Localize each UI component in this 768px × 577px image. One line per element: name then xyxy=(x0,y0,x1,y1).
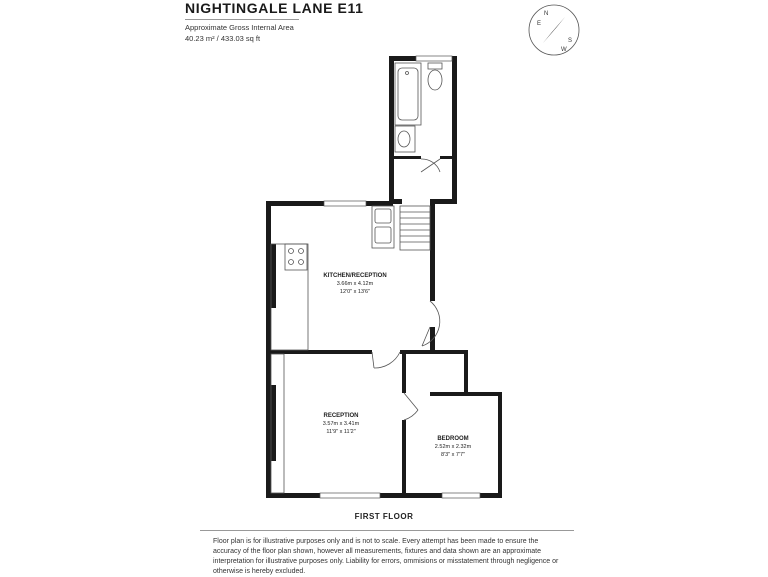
compass-n: N xyxy=(544,11,549,17)
disclaimer-text: Floor plan is for illustrative purposes only and is not to scale. Every attempt has been made to ensure the accuracy of the floor plan shown, however all measurements, fixtures and data shown are an approximate interpretation for illustrative purposes only. Liability for errors, ommisions or misstatement through negligence or otherwise is hereby excluded. xyxy=(213,538,559,575)
kitchen-metric: 3.66m x 4.12m xyxy=(336,281,374,287)
floor-label: FIRST FLOOR xyxy=(354,512,414,521)
property-title: NIGHTINGALE LANE E11 xyxy=(185,0,364,16)
reception-name: RECEPTION xyxy=(323,413,359,419)
compass-s: S xyxy=(568,38,573,44)
reception-metric: 3.57m x 3.41m xyxy=(322,421,360,427)
bedroom-metric: 2.52m x 2.32m xyxy=(434,444,472,450)
area-value: 40.23 m² / 433.03 sq ft xyxy=(185,34,261,43)
area-label: Approximate Gross Internal Area xyxy=(185,23,294,32)
reception-imperial: 11'9" x 11'2" xyxy=(326,429,356,435)
compass-w: W xyxy=(561,47,567,53)
compass-e: E xyxy=(537,21,542,27)
disclaimer-divider xyxy=(200,530,574,531)
kitchen-name: KITCHEN/RECEPTION xyxy=(323,273,387,279)
kitchen-imperial: 12'0" x 13'6" xyxy=(339,289,371,295)
room-labels xyxy=(323,273,472,458)
bedroom-name: BEDROOM xyxy=(437,436,469,442)
bedroom-imperial: 8'3" x 7'7" xyxy=(440,452,466,458)
